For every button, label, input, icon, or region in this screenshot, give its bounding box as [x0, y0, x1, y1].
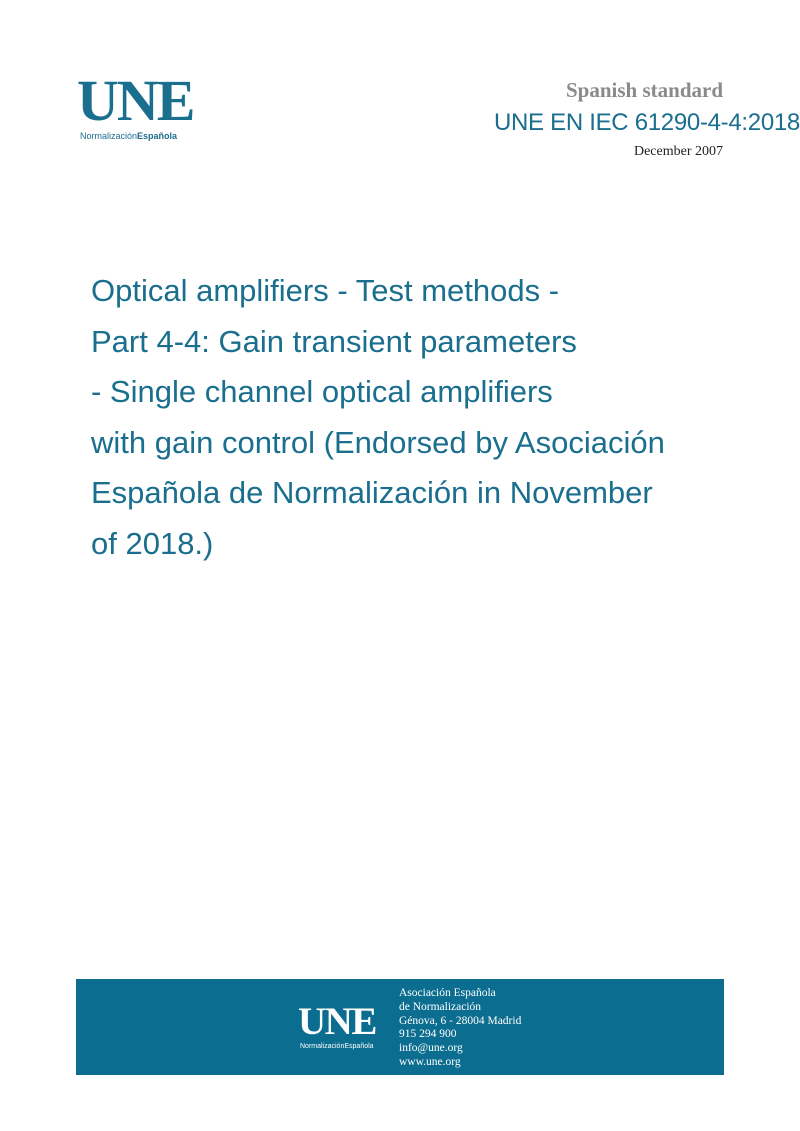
une-logo-tagline-bold: Española: [137, 131, 178, 141]
footer-address: Génova, 6 - 28004 Madrid: [399, 1014, 522, 1027]
footer-org-name-1: Asociación Española: [399, 987, 496, 999]
standard-label: Spanish standard: [566, 78, 723, 102]
footer-email: info@une.org: [399, 1042, 463, 1055]
une-logo-tagline: [80, 132, 177, 141]
une-logo-tagline-normal: Normalización: [80, 131, 138, 141]
publication-date: December 2007: [633, 144, 723, 159]
title-line: with gain control (Endorsed by Asociación: [91, 424, 665, 460]
footer-logo-tagline: [300, 1043, 374, 1050]
footer-phone: 915 294 900: [399, 1028, 457, 1041]
standard-code: UNE EN IEC 61290-4-4:2018: [493, 109, 800, 136]
title-line: Optical amplifiers - Test methods -: [91, 273, 560, 308]
title-line: Española de Normalización in November: [91, 475, 653, 510]
une-logo-mark: UNE: [77, 68, 194, 133]
une-logo: [77, 68, 194, 141]
document-title: [91, 266, 731, 569]
footer-band: [76, 979, 724, 1075]
footer-logo-tagline-normal: Normalización: [300, 1043, 345, 1050]
footer-logo-mark: UNE: [298, 1000, 376, 1043]
title-line: - Single channel optical amplifiers: [91, 374, 553, 409]
footer-website: www.une.org: [399, 1055, 461, 1068]
standard-header: [380, 78, 800, 160]
footer-logo-tagline-bold: Española: [344, 1043, 374, 1050]
title-line: of 2018.): [91, 525, 214, 561]
title-line: Part 4-4: Gain transient parameters: [91, 323, 577, 359]
footer-org-name-2: de Normalización: [399, 1000, 482, 1013]
footer-contact-info: [399, 987, 521, 1070]
footer-une-logo: [298, 1002, 376, 1050]
